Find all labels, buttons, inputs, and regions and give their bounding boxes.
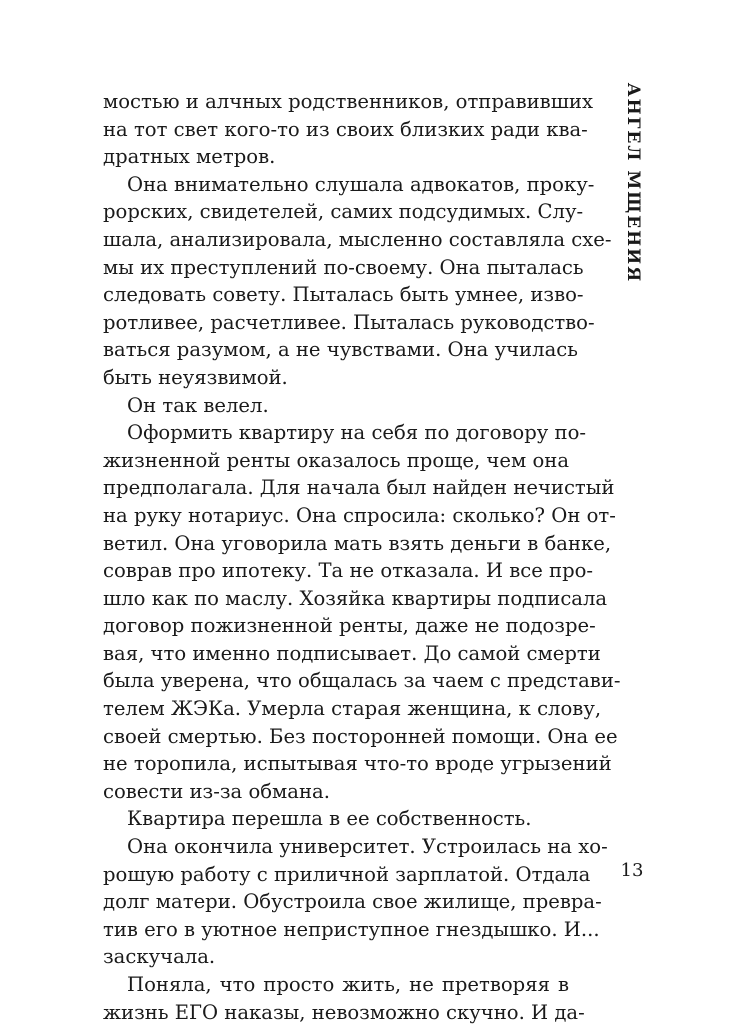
text-line: была уверена, что общалась за чаем с представи-	[103, 669, 621, 693]
text-line: не торопила, испытывая что-то вроде угрызений	[103, 752, 612, 776]
text-line: ветил. Она уговорила мать взять деньги в банке,	[103, 531, 612, 555]
text-line: соврав про ипотеку. Та не отказала. И все про-	[103, 559, 594, 583]
text-line: быть неуязвимой.	[103, 365, 288, 389]
text-line: жизненной ренты оказалось проще, чем она	[103, 448, 569, 472]
text-line: мы их преступлений по-своему. Она пыталась	[103, 255, 584, 279]
text-line: ротливее, расчетливее. Пыталась руководство-	[103, 310, 595, 334]
text-line: шло как по маслу. Хозяйка квартиры подписала	[103, 586, 608, 610]
text-line: шала, анализировала, мысленно составляла схе-	[103, 227, 612, 251]
text-line: долг матери. Обустроила свое жилище, превра-	[103, 890, 602, 914]
text-line: заскучала.	[103, 945, 216, 969]
text-line: ваться разумом, а не чувствами. Она училась	[103, 338, 578, 362]
running-title-text: АНГЕЛ МЩЕНИЯ	[623, 82, 643, 283]
text-line: Квартира перешла в ее собственность.	[127, 807, 532, 831]
text-line: совести из-за обмана.	[103, 779, 330, 803]
text-line: рорских, свидетелей, самих подсудимых. Слу-	[103, 200, 584, 224]
text-line: на руку нотариус. Она спросила: сколько? Он от-	[103, 503, 616, 527]
text-line: Она внимательно слушала адвокатов, проку-	[127, 172, 595, 196]
text-line: Она окончила университет. Устроилась на хо-	[127, 835, 608, 859]
text-line: Поняла, что просто жить, не претворяя в	[127, 973, 569, 996]
text-line: вая, что именно подписывает. До самой смерти	[103, 641, 601, 665]
text-line: рошую работу с приличной зарплатой. Отдала	[103, 862, 591, 886]
text-line: тив его в уютное неприступное гнездышко. И...	[103, 917, 600, 941]
running-title	[618, 82, 648, 283]
text-line: предполагала. Для начала был найден нечистый	[103, 476, 615, 500]
text-line: на тот свет кого-то из своих близких ради ква-	[103, 117, 588, 141]
text-line: договор пожизненной ренты, даже не подозре-	[103, 614, 596, 638]
text-line: мостью и алчных родственников, отправивших	[103, 90, 594, 113]
text-line: дратных метров.	[103, 145, 276, 169]
text-line: следовать совету. Пыталась быть умнее, изво-	[103, 283, 584, 307]
text-line: Оформить квартиру на себя по договору по-	[127, 421, 587, 445]
body-text	[103, 88, 621, 1026]
text-line: телем ЖЭКа. Умерла старая женщина, к слову,	[103, 697, 602, 721]
page-number: 13	[620, 860, 644, 881]
text-line: Он так велел.	[127, 393, 269, 417]
text-line: жизнь ЕГО наказы, невозможно скучно. И да-	[103, 1000, 585, 1024]
text-line: своей смертью. Без посторонней помощи. Она ее	[103, 724, 618, 748]
